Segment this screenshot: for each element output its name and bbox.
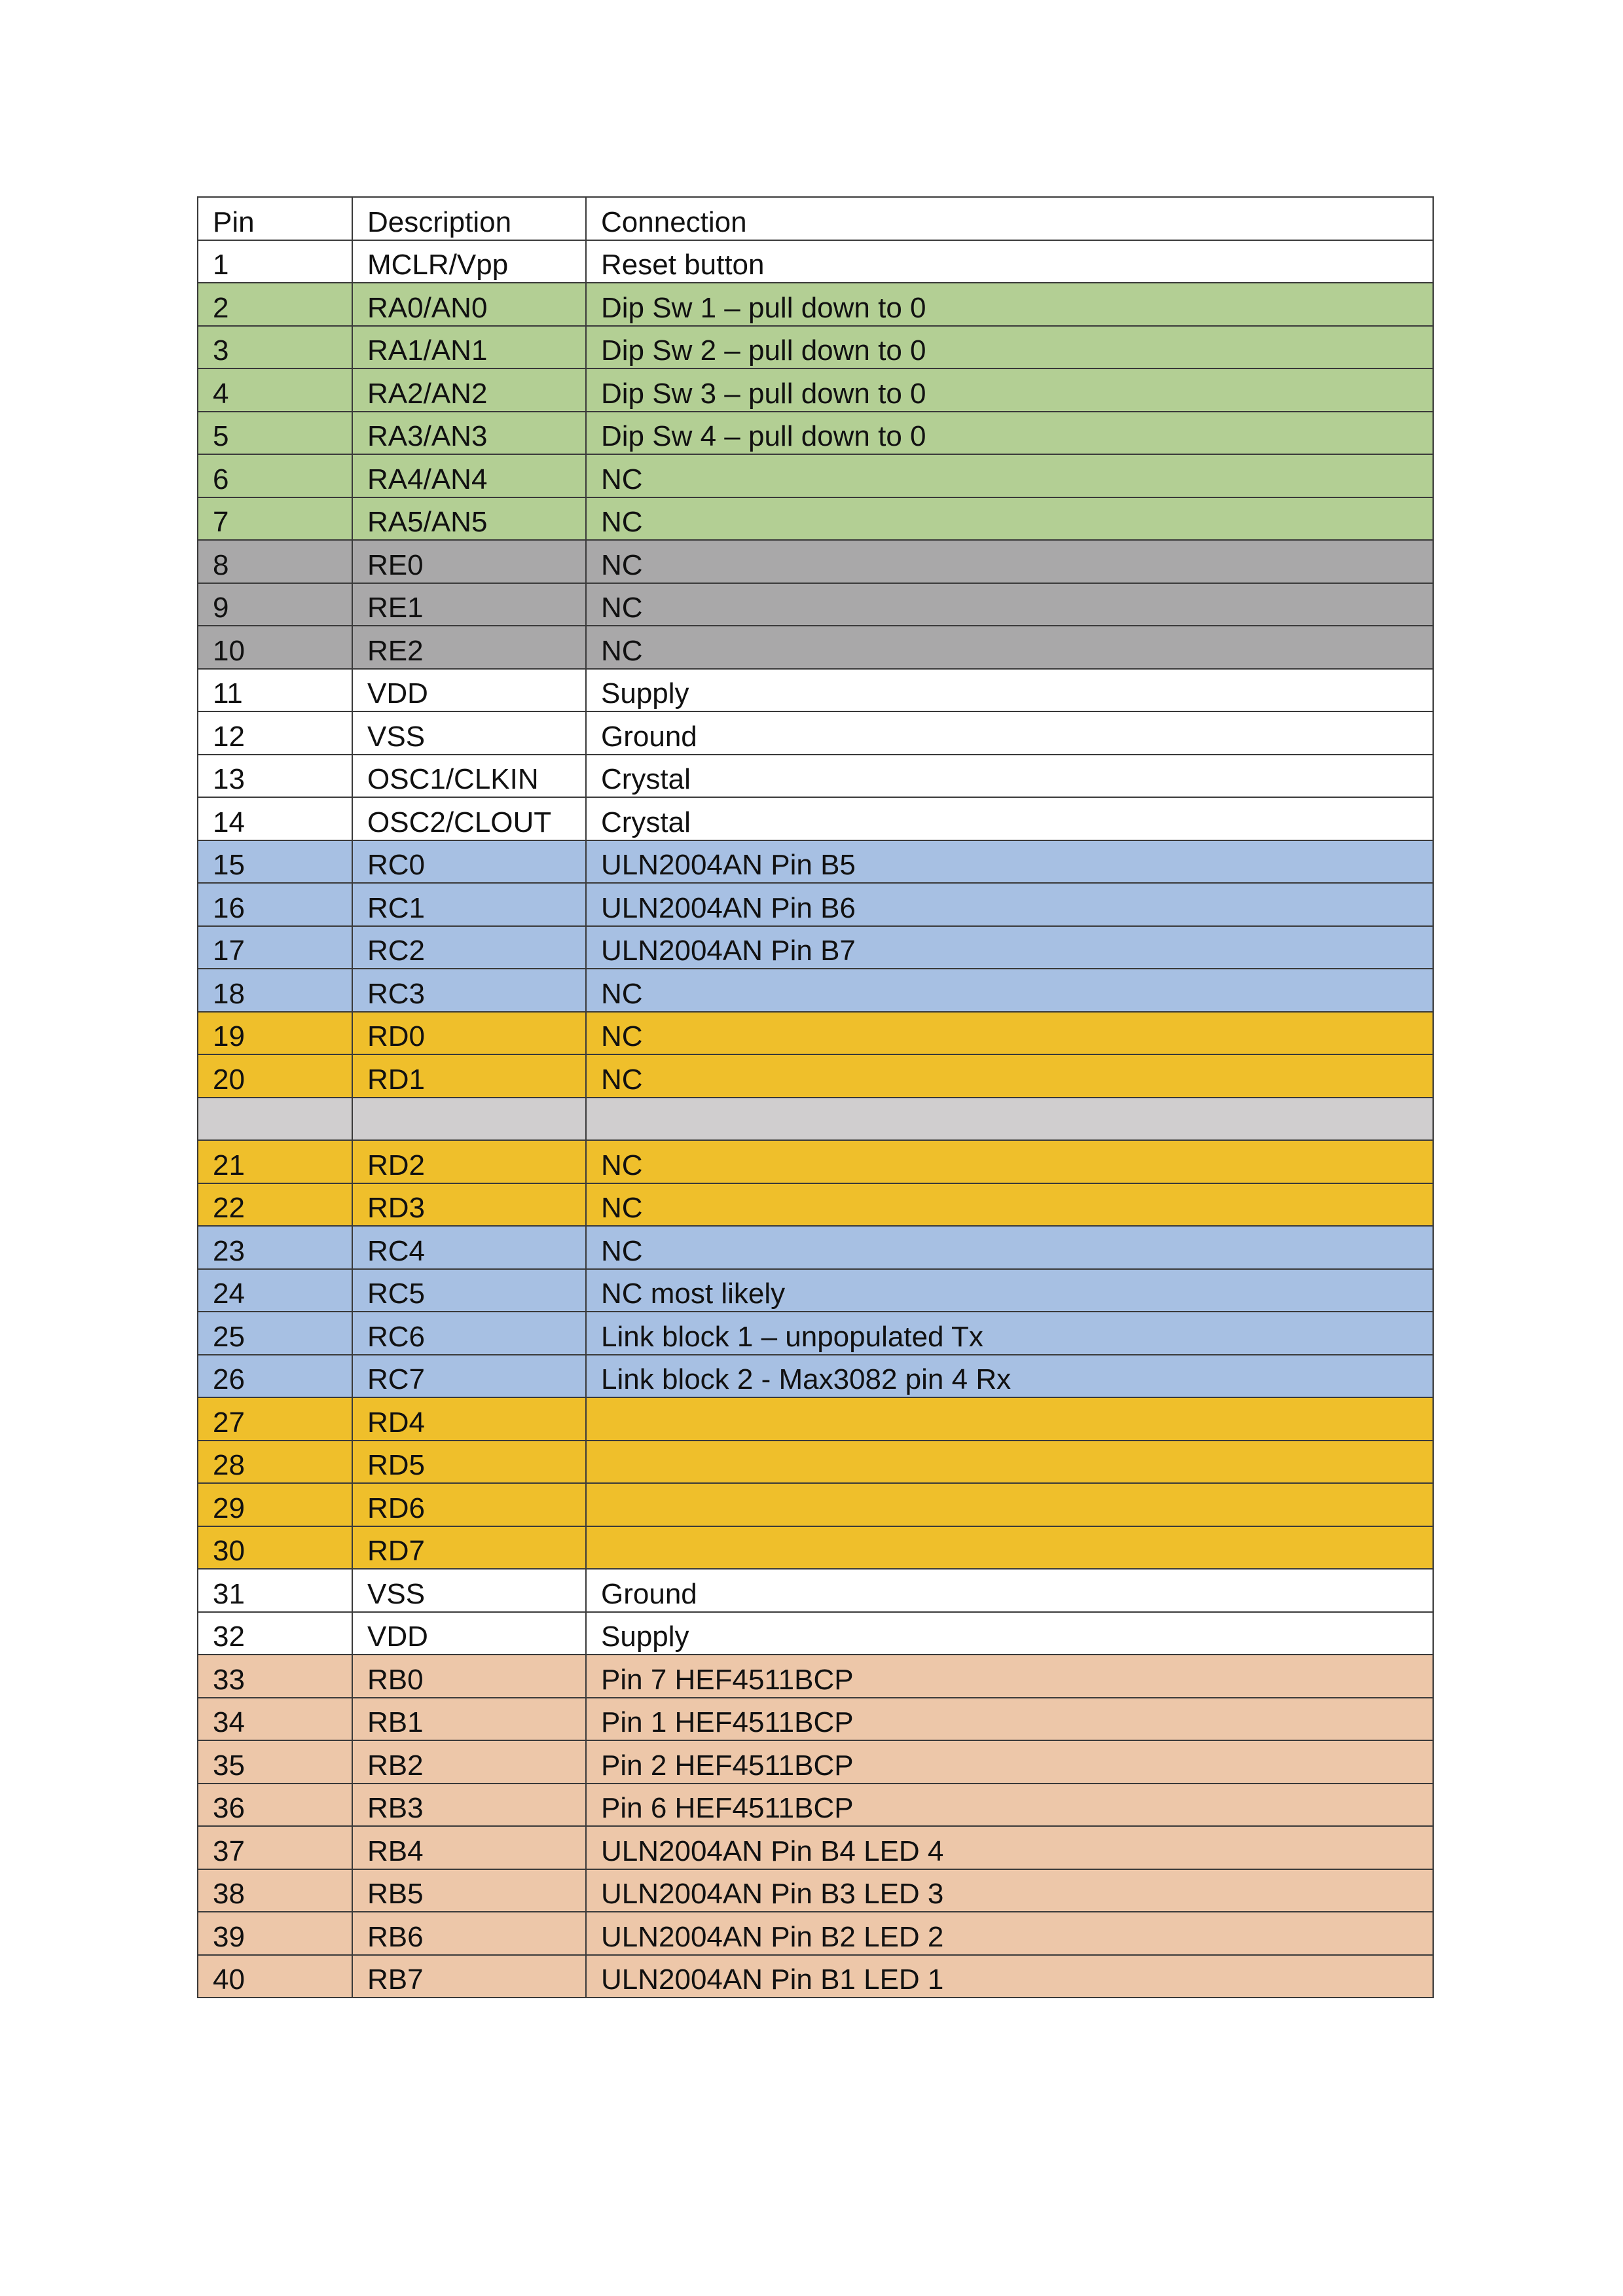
connection-cell: ULN2004AN Pin B2 LED 2 [586,1912,1433,1955]
header-description: Description [352,197,586,240]
connection-cell: NC [586,969,1433,1012]
table-row [198,1826,1433,1869]
table-row [198,497,1433,541]
table-row [198,1483,1433,1526]
table-row [198,583,1433,626]
description-cell: RD7 [352,1526,586,1570]
pin-cell: 5 [198,412,352,455]
pin-cell: 36 [198,1784,352,1827]
description-cell: RA3/AN3 [352,412,586,455]
connection-cell: Pin 7 HEF4511BCP [586,1655,1433,1698]
connection-cell: NC [586,1012,1433,1055]
pin-cell: 3 [198,326,352,369]
table-row [198,1226,1433,1269]
table-row [198,1740,1433,1784]
pin-cell: 10 [198,626,352,669]
pin-cell: 18 [198,969,352,1012]
table-row [198,540,1433,583]
description-cell: RB4 [352,1826,586,1869]
connection-cell: ULN2004AN Pin B1 LED 1 [586,1955,1433,1998]
connection-cell: ULN2004AN Pin B5 [586,840,1433,884]
description-cell: VDD [352,669,586,712]
pin-cell: 29 [198,1483,352,1526]
connection-cell: Pin 6 HEF4511BCP [586,1784,1433,1827]
table-row [198,1955,1433,1998]
pin-table [197,196,1434,1998]
connection-cell [586,1397,1433,1441]
pin-cell: 19 [198,1012,352,1055]
table-row [198,797,1433,840]
table-row [198,1784,1433,1827]
pin-cell: 27 [198,1397,352,1441]
description-cell: RC7 [352,1355,586,1398]
table-row [198,368,1433,412]
pin-cell: 15 [198,840,352,884]
table-row [198,883,1433,926]
description-cell [352,1098,586,1141]
header-connection: Connection [586,197,1433,240]
connection-cell: NC most likely [586,1269,1433,1312]
description-cell: RB2 [352,1740,586,1784]
table-row [198,1569,1433,1612]
pin-cell: 26 [198,1355,352,1398]
table-row [198,840,1433,884]
pin-cell: 2 [198,283,352,326]
table-row [198,711,1433,755]
table-row [198,240,1433,283]
connection-cell: Supply [586,1612,1433,1655]
pin-table-body [198,197,1433,1998]
table-row [198,1526,1433,1570]
description-cell: VDD [352,1612,586,1655]
description-cell: RB3 [352,1784,586,1827]
description-cell: RD1 [352,1054,586,1098]
table-row [198,1655,1433,1698]
description-cell: VSS [352,1569,586,1612]
table-row [198,1054,1433,1098]
connection-cell: Link block 1 – unpopulated Tx [586,1312,1433,1355]
pin-cell: 16 [198,883,352,926]
description-cell: RB6 [352,1912,586,1955]
table-row [198,1441,1433,1484]
pin-cell: 20 [198,1054,352,1098]
description-cell: RB1 [352,1698,586,1741]
table-header-row [198,197,1433,240]
table-row [198,1869,1433,1912]
table-row [198,669,1433,712]
description-cell: VSS [352,711,586,755]
connection-cell: Dip Sw 3 – pull down to 0 [586,368,1433,412]
description-cell: RC3 [352,969,586,1012]
connection-cell: NC [586,1183,1433,1227]
pin-cell [198,1098,352,1141]
pin-cell: 39 [198,1912,352,1955]
description-cell: RA5/AN5 [352,497,586,541]
pin-cell: 25 [198,1312,352,1355]
pin-cell: 7 [198,497,352,541]
connection-cell [586,1483,1433,1526]
table-row [198,283,1433,326]
pin-cell: 1 [198,240,352,283]
pin-cell: 34 [198,1698,352,1741]
pin-cell: 6 [198,454,352,497]
description-cell: RE1 [352,583,586,626]
pin-cell: 21 [198,1140,352,1183]
pin-cell: 24 [198,1269,352,1312]
table-row [198,412,1433,455]
description-cell: MCLR/Vpp [352,240,586,283]
connection-cell: Dip Sw 2 – pull down to 0 [586,326,1433,369]
connection-cell: Ground [586,1569,1433,1612]
table-row [198,1098,1433,1141]
connection-cell: Pin 2 HEF4511BCP [586,1740,1433,1784]
description-cell: RD0 [352,1012,586,1055]
pin-cell: 30 [198,1526,352,1570]
pin-cell: 11 [198,669,352,712]
connection-cell: ULN2004AN Pin B7 [586,926,1433,969]
connection-cell: NC [586,626,1433,669]
description-cell: RA2/AN2 [352,368,586,412]
connection-cell: NC [586,1226,1433,1269]
description-cell: RE0 [352,540,586,583]
table-row [198,1612,1433,1655]
table-row [198,326,1433,369]
description-cell: RC5 [352,1269,586,1312]
table-row [198,1140,1433,1183]
pin-cell: 4 [198,368,352,412]
table-row [198,1183,1433,1227]
description-cell: RD3 [352,1183,586,1227]
pin-cell: 31 [198,1569,352,1612]
description-cell: RC6 [352,1312,586,1355]
description-cell: OSC1/CLKIN [352,755,586,798]
connection-cell: Ground [586,711,1433,755]
connection-cell: Crystal [586,797,1433,840]
table-row [198,1698,1433,1741]
pin-cell: 14 [198,797,352,840]
pin-cell: 37 [198,1826,352,1869]
table-row [198,1269,1433,1312]
connection-cell: NC [586,1054,1433,1098]
connection-cell [586,1441,1433,1484]
connection-cell: NC [586,540,1433,583]
description-cell: RC1 [352,883,586,926]
connection-cell: Crystal [586,755,1433,798]
table-row [198,1397,1433,1441]
pin-cell: 9 [198,583,352,626]
pin-cell: 28 [198,1441,352,1484]
pin-cell: 40 [198,1955,352,1998]
description-cell: RD6 [352,1483,586,1526]
description-cell: RC0 [352,840,586,884]
description-cell: RC4 [352,1226,586,1269]
connection-cell: ULN2004AN Pin B6 [586,883,1433,926]
description-cell: RE2 [352,626,586,669]
description-cell: RB0 [352,1655,586,1698]
description-cell: RB5 [352,1869,586,1912]
connection-cell: Supply [586,669,1433,712]
pin-cell: 8 [198,540,352,583]
description-cell: OSC2/CLOUT [352,797,586,840]
table-row [198,626,1433,669]
connection-cell: ULN2004AN Pin B3 LED 3 [586,1869,1433,1912]
table-row [198,926,1433,969]
connection-cell: Link block 2 - Max3082 pin 4 Rx [586,1355,1433,1398]
connection-cell: NC [586,454,1433,497]
connection-cell: Pin 1 HEF4511BCP [586,1698,1433,1741]
connection-cell [586,1526,1433,1570]
description-cell: RA1/AN1 [352,326,586,369]
connection-cell: Reset button [586,240,1433,283]
description-cell: RA4/AN4 [352,454,586,497]
pin-cell: 13 [198,755,352,798]
pin-cell: 23 [198,1226,352,1269]
connection-cell: ULN2004AN Pin B4 LED 4 [586,1826,1433,1869]
description-cell: RD4 [352,1397,586,1441]
pin-cell: 35 [198,1740,352,1784]
description-cell: RD5 [352,1441,586,1484]
description-cell: RD2 [352,1140,586,1183]
connection-cell: NC [586,1140,1433,1183]
connection-cell [586,1098,1433,1141]
description-cell: RA0/AN0 [352,283,586,326]
table-row [198,454,1433,497]
connection-cell: NC [586,583,1433,626]
table-row [198,1312,1433,1355]
pin-cell: 12 [198,711,352,755]
table-row [198,1355,1433,1398]
table-row [198,1912,1433,1955]
description-cell: RC2 [352,926,586,969]
connection-cell: Dip Sw 1 – pull down to 0 [586,283,1433,326]
description-cell: RB7 [352,1955,586,1998]
pin-cell: 32 [198,1612,352,1655]
pin-cell: 17 [198,926,352,969]
connection-cell: NC [586,497,1433,541]
header-pin: Pin [198,197,352,240]
pin-cell: 22 [198,1183,352,1227]
table-row [198,1012,1433,1055]
table-row [198,755,1433,798]
pin-cell: 38 [198,1869,352,1912]
pin-cell: 33 [198,1655,352,1698]
table-row [198,969,1433,1012]
connection-cell: Dip Sw 4 – pull down to 0 [586,412,1433,455]
